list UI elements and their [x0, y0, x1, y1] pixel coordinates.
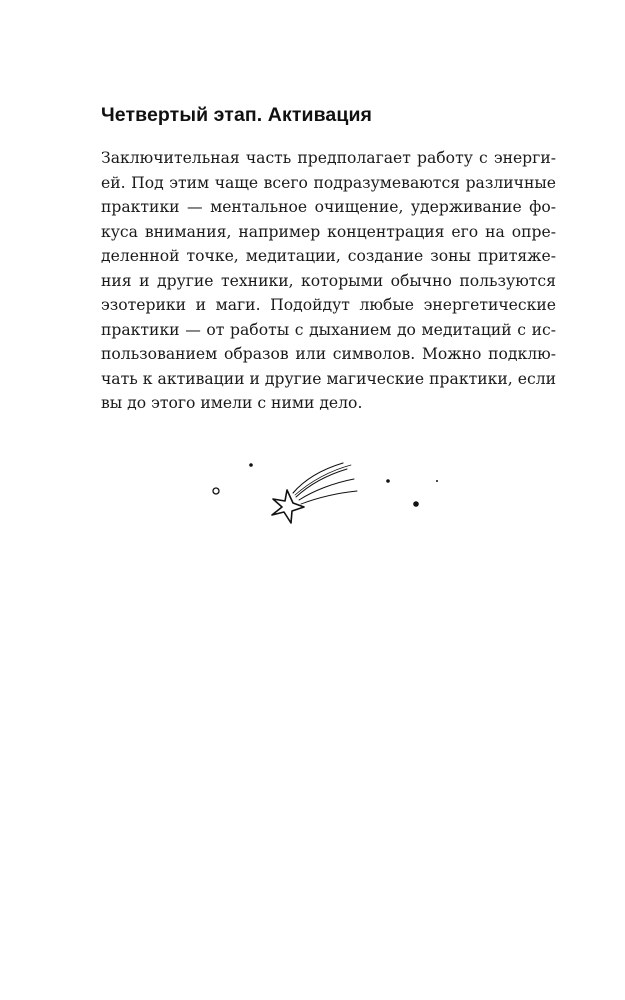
- paragraph-line: пользованием образов или символов. Можно подклю-: [101, 345, 556, 363]
- paragraph-line: чать к активации и другие магические практики, если: [101, 369, 556, 388]
- star-tail-streak: [293, 463, 343, 493]
- paragraph-line: куса внимания, например концентрация его на опре-: [101, 222, 556, 241]
- paragraph-line: ния и другие техники, которыми обычно пользуются: [101, 271, 556, 290]
- star-tail-streak: [299, 479, 354, 500]
- paragraph-line: Заключительная часть предполагает работу с энерги-: [101, 149, 556, 167]
- shooting-star-icon: [205, 455, 445, 530]
- small-ring: [213, 488, 219, 494]
- paragraph-line: практики — от работы с дыханием до медитаций с ис-: [101, 320, 556, 339]
- section-paragraph: [101, 146, 556, 416]
- paragraph-line: практики — ментальное очищение, удерживание фо-: [101, 198, 556, 216]
- star-tail-streak: [301, 491, 357, 504]
- paragraph-line: вы до этого имели с ними дело.: [101, 394, 363, 412]
- star-outline: [272, 490, 304, 523]
- paragraph-line: ей. Под этим чаще всего подразумеваются различные: [101, 173, 556, 192]
- paragraph-line: эзотерики и маги. Подойдут любые энергетические: [101, 296, 556, 314]
- dot: [386, 479, 390, 483]
- section-heading: Четвертый этап. Активация: [101, 104, 373, 126]
- dot: [436, 480, 438, 482]
- dot: [413, 501, 419, 507]
- paragraph-line: деленной точке, медитации, создание зоны притяже-: [101, 247, 556, 265]
- dot: [249, 463, 253, 467]
